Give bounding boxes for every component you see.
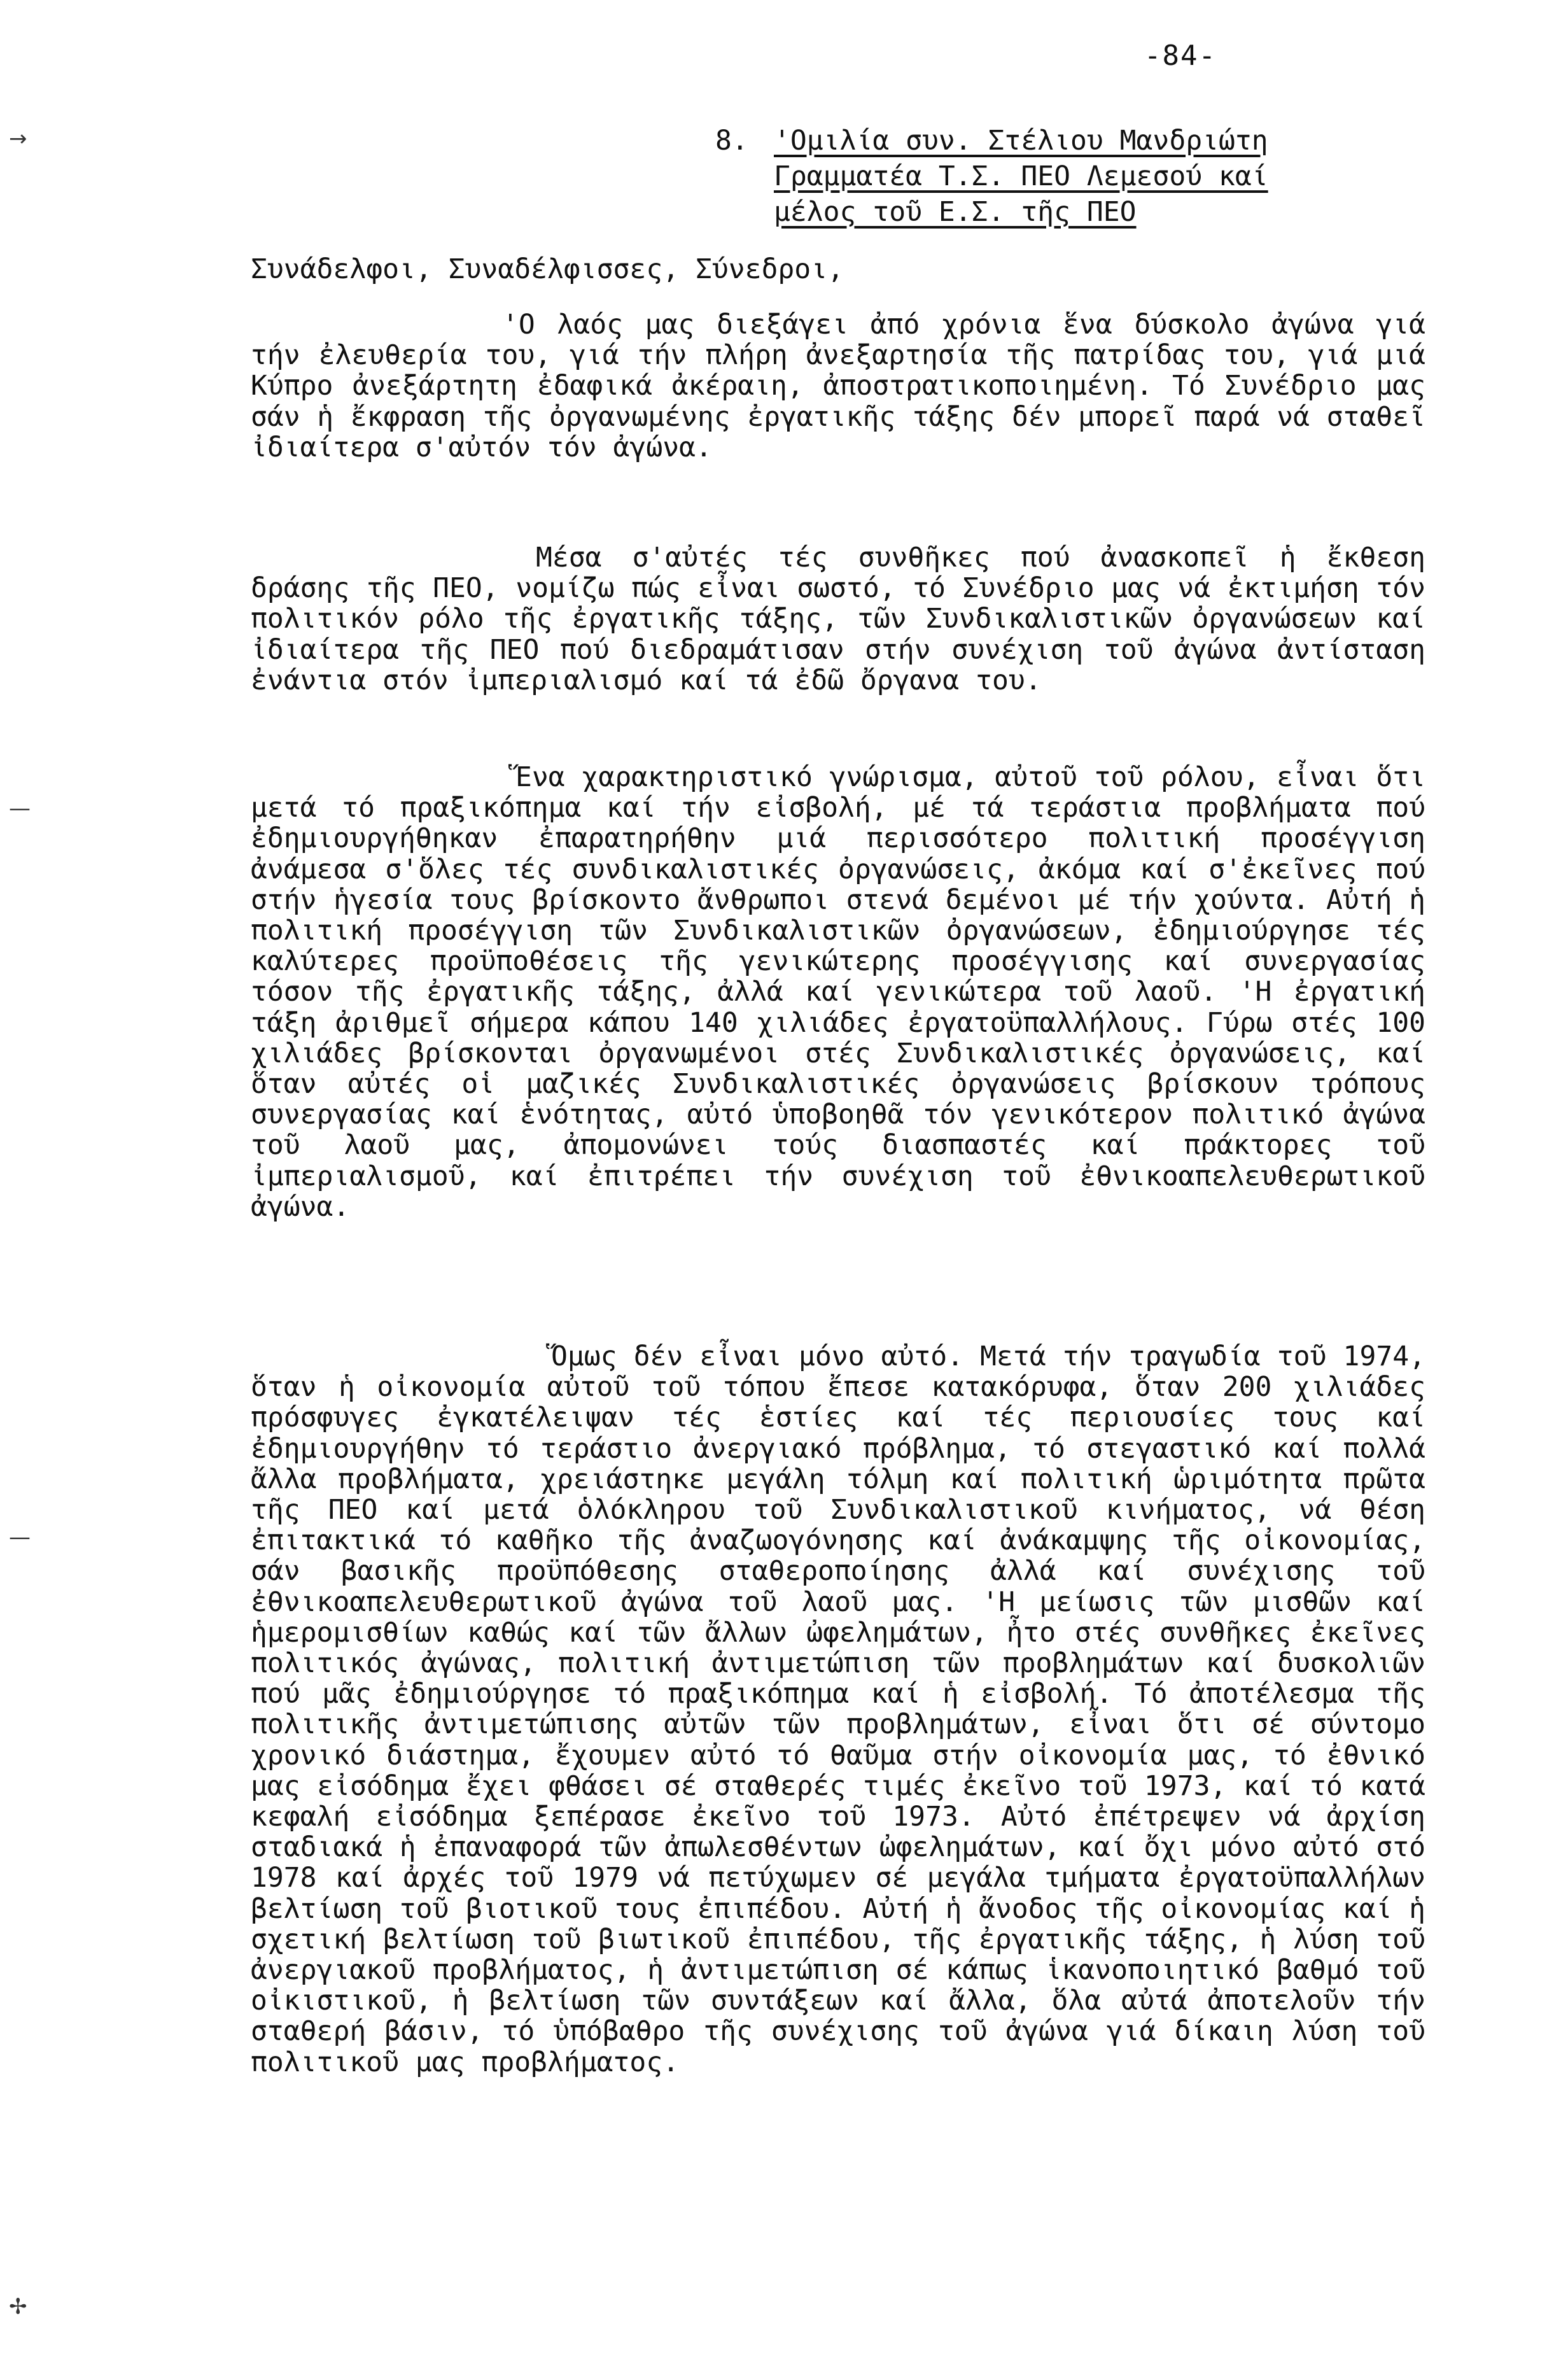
paragraph-3 <box>251 762 1425 1222</box>
heading-line-2: Γραμματέα Τ.Σ. ΠΕΟ Λεμεσού καί <box>774 160 1268 192</box>
paragraph-4 <box>251 1341 1425 2078</box>
paragraph-1 <box>251 309 1425 463</box>
heading-line-3: μέλος τοῦ Ε.Σ. τῆς ΠΕΟ <box>774 196 1137 228</box>
speech-heading <box>715 123 1268 230</box>
margin-dash-mark: — <box>9 1525 31 1550</box>
heading-line-1: 'Ομιλία συν. Στέλιου Μανδριώτη <box>774 125 1268 157</box>
paragraph-3-text: Ἕνα χαρακτηριστικό γνώρισμα, αὐτοῦ τοῦ ρόλου, εἶναι ὅτι μετά τό πραξικόπημα καί τήν εἰσβολή, μέ τά τεράστια προβλήματα πού ἐδημιουργήθηκαν ἐπαρατηρήθην μιά περισσότερο πολιτική προσέγγιση ἀνάμεσα σ'ὅλες τές συνδικαλιστικές ὀργανώσεις, ἀκόμα καί σ'ἐκεῖνες πού στήν ἡγεσία τους βρίσκοντο ἄνθρωποι στενά δεμένοι μέ τήν χούντα. Αὐτή ἡ πολιτική προσέγγιση τῶν Συνδικαλιστικῶν ὀργανώσεων, ἐδημιούργησε τές καλύτερες προϋποθέσεις τῆς γενικώτερης προσέγγισης καί συνεργασίας τόσον τῆς ἐργατικῆς τάξης, ἀλλά καί γενικώτερα τοῦ λαοῦ. 'Η ἐργατική τάξη ἀριθμεῖ σήμερα κάπου 140 χιλιάδες ἐργατοϋπαλλήλους. Γύρω στές 100 χιλιάδες βρίσκονται ὀργανωμένοι στές Συνδικαλιστικές ὀργανώσεις, καί ὅταν αὐτές οἱ μαζικές Συνδικαλιστικές ὀργανώσεις βρίσκουν τρόπους συνεργασίας καί ἑνότητας, αὐτό ὑποβοηθᾶ τόν γενικότερον πολιτικό ἀγώνα τοῦ λαοῦ μας, ἀπομονώνει τούς διασπαστές καί πράκτορες τοῦ ἰμπεριαλισμοῦ, καί ἐπιτρέπει τήν συνέχιση τοῦ ἐθνικοαπελευθερωτικοῦ ἀγώνα. <box>251 761 1425 1223</box>
paragraph-2-text: Μέσα σ'αὐτές τές συνθῆκες πού ἀνασκοπεῖ ἡ ἔκθεση δράσης τῆς ΠΕΟ, νομίζω πώς εἶναι σωστό, τό Συνέδριο μας νά ἐκτιμήση τόν πολιτικόν ρόλο τῆς ἐργατικῆς τάξης, τῶν Συνδικαλιστικῶν ὀργανώσεων καί ἰδιαίτερα τῆς ΠΕΟ πού διεδραμάτισαν στήν συνέχιση τοῦ ἀγώνα ἀντίσταση ἐνάντια στόν ἰμπεριαλισμό καί τά ἐδῶ ὄργανα του. <box>251 542 1425 696</box>
paragraph-1-text: 'Ο λαός μας διεξάγει ἀπό χρόνια ἕνα δύσκολο ἀγώνα γιά τήν ἐλευθερία του, γιά τήν πλήρη ἀνεξαρτησία τῆς πατρίδας του, γιά μιά Κύπρο ἀνεξάρτητη ἐδαφικά ἀκέραιη, ἀποστρατικοποιημένη. Τό Συνέδριο μας σάν ἡ ἔκφραση τῆς ὀργανωμένης ἐργατικῆς τάξης δέν μπορεῖ παρά νά σταθεῖ ἰδιαίτερα σ'αὐτόν τόν ἀγώνα. <box>251 309 1425 463</box>
salutation: Συνάδελφοι, Συναδέλφισσες, Σύνεδροι, <box>251 253 844 285</box>
margin-dash-mark: — <box>9 796 31 821</box>
paragraph-2 <box>251 542 1425 696</box>
margin-arrow-mark: → <box>9 126 27 151</box>
paragraph-4-text: Ὅμως δέν εἶναι μόνο αὐτό. Μετά τήν τραγωδία τοῦ 1974, ὅταν ἡ οἰκονομία αὐτοῦ τοῦ τόπου ἔπεσε κατακόρυφα, ὅταν 200 χιλιάδες πρόσφυγες ἐγκατέλειψαν τές ἑστίες καί τές περιουσίες τους καί ἐδημιουργήθην τό τεράστιο ἀνεργιακό πρόβλημα, τό στεγαστικό καί πολλά ἄλλα προβλήματα, χρειάστηκε μεγάλη τόλμη καί πολιτική ὡριμότητα πρῶτα τῆς ΠΕΟ καί μετά ὁλόκληρου τοῦ Συνδικαλιστικοῦ κινήματος, νά θέση ἐπιτακτικά τό καθῆκο τῆς ἀναζωογόνησης καί ἀνάκαμψης τῆς οἰκονομίας, σάν βασικῆς προϋπόθεσης σταθεροποίησης ἀλλά καί συνέχισης τοῦ ἐθνικοαπελευθερωτικοῦ ἀγώνα τοῦ λαοῦ μας. 'Η μείωσις τῶν μισθῶν καί ἡμερομισθίων καθώς καί τῶν ἄλλων ὠφελημάτων, ἦτο στές συνθῆκες ἐκεῖνες πολιτικός ἀγώνας, πολιτική ἀντιμετώπιση τῶν προβλημάτων καί δυσκολιῶν πού μᾶς ἐδημιούργησε τό πραξικόπημα καί ἡ εἰσβολή. Τό ἀποτέλεσμα τῆς πολιτικῆς ἀντιμετώπισης αὐτῶν τῶν προβλημάτων, εἶναι ὅτι σέ σύντομο χρονικό διάστημα, ἔχουμεν αὐτό τό θαῦμα στήν οἰκονομία μας, τό ἐθνικό μας εἰσόδημα ἔχει φθάσει σέ σταθερές τιμές ἐκεῖνο τοῦ 1973, καί τό κατά κεφαλή εἰσόδημα ξεπέρασε ἐκεῖνο τοῦ 1973. Αὐτό ἐπέτρεψεν νά ἀρχίση σταδιακά ἡ ἐπαναφορά τῶν ἀπωλεσθέντων ὠφελημάτων, καί ὄχι μόνο αὐτό στό 1978 καί ἀρχές τοῦ 1979 νά πετύχωμεν σέ μεγάλα τμήματα ἐργατοϋπαλλήλων βελτίωση τοῦ βιοτικοῦ τους ἐπιπέδου. Αὐτή ἡ ἄνοδος τῆς οἰκονομίας καί ἡ σχετική βελτίωση τοῦ βιωτικοῦ ἐπιπέδου, τῆς ἐργατικῆς τάξης, ἡ λύση τοῦ ἀνεργιακοῦ προβλήματος, ἡ ἀντιμετώπιση σέ κάπως ἱκανοποιητικό βαθμό τοῦ οἰκιστικοῦ, ἡ βελτίωση τῶν συντάξεων καί ἄλλα, ὅλα αὐτά ἀποτελοῦν τήν σταθερή βάσιν, τό ὑπόβαθρο τῆς συνέχισης τοῦ ἀγώνα γιά δίκαιη λύση τοῦ πολιτικοῦ μας προβλήματος. <box>251 1341 1425 2078</box>
margin-cross-mark: ✢ <box>9 2294 27 2320</box>
section-number: 8. <box>715 125 748 157</box>
page-number: -84- <box>1144 39 1217 72</box>
